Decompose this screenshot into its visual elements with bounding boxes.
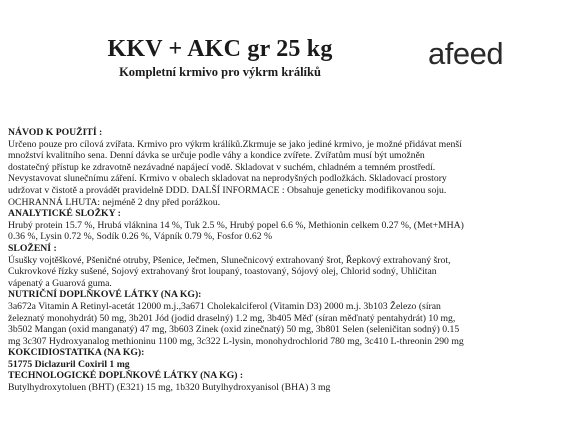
afeed-logo: afeed xyxy=(428,36,504,71)
coccidiostats-line: 51775 Diclazuril Coxiril 1 mg xyxy=(8,358,130,370)
label-content xyxy=(8,127,568,394)
usage-line: dostatečný přístup ke zdravotně nezávadné napájecí vodě. Skladovat v suchém, chladném a temném prostředí. xyxy=(8,161,436,173)
composition-heading: SLOŽENÍ : xyxy=(8,242,57,254)
usage-line: Nevystavovat slunečnímu záření. Krmivo v obalech skladovat na neprodyšných podložkách. Skladovací prostory xyxy=(8,173,447,185)
product-title: KKV + AKC gr 25 kg xyxy=(107,36,333,62)
nutritional-additives-line: 3a672a Vitamin A Retinyl-acetát 12000 m.j.,3a671 Cholekalciferol (Vitamin D3) 2000 m.j. 3b103 Železo (síran xyxy=(8,300,441,312)
nutritional-additives-line: mg 3c307 Hydroxyanalog methioninu 1100 mg, 3c322 L-lysin, monohydrochlorid 780 mg, 3c410 L-threonin 290 mg xyxy=(8,335,464,347)
usage-line: množství kvalitního sena. Denní dávka se určuje podle váhy a kondice zvířete. Zvířatům musí být umožněn xyxy=(8,150,425,162)
composition-line: Cukrovkové řízky sušené, Sojový extrahovaný šrot loupaný, toastovaný, Sójový olej, Chlorid sodný, Uhličitan xyxy=(8,266,437,278)
analytical-line: Hrubý protein 15.7 %, Hrubá vláknina 14 %, Tuk 2.5 %, Hrubý popel 6.6 %, Methionin celkem 0.27 %, (Met+MHA) xyxy=(8,219,464,231)
analytical-heading: ANALYTICKÉ SLOŽKY : xyxy=(8,208,121,220)
usage-line: Určeno pouze pro cílová zvířata. Krmivo pro výkrm králíků.Zkrmuje se jako jediné krmivo, je možné přidávat menší xyxy=(8,138,462,150)
usage-heading: NÁVOD K POUŽITÍ : xyxy=(8,127,103,138)
coccidiostats-heading: KOKCIDIOSTATIKA (NA KG): xyxy=(8,347,145,359)
technological-additives-heading: TECHNOLOGICKÉ DOPLŇKOVÉ LÁTKY (NA KG) : xyxy=(8,370,244,382)
technological-additives-line: Butylhydroxytoluen (BHT) (E321) 15 mg, 1b320 Butylhydroxyanisol (BHA) 3 mg xyxy=(8,382,331,394)
product-subtitle: Kompletní krmivo pro výkrm králíků xyxy=(119,65,321,79)
usage-line: udržovat v čistotě a provádět pravidelně DDD. DALŠÍ INFORMACE : Obsahuje geneticky modifikovanou soju. xyxy=(8,184,447,196)
composition-line: Úsušky vojtěškové, Pšeničné otruby, Pšenice, Ječmen, Slunečnicový extrahovaný šrot, Řepkový extrahovaný šrot, xyxy=(8,254,451,266)
nutritional-additives-line: železnatý monohydrát) 50 mg, 3b201 Jód (jodid draselný) 1.2 mg, 3b405 Měď (síran měďnatý pentahydrát) 10 mg, xyxy=(8,312,456,324)
nutritional-additives-line: 3b502 Mangan (oxid manganatý) 47 mg, 3b603 Zinek (oxid zinečnatý) 50 mg, 3b801 Selen (seleničitan sodný) 0.15 xyxy=(8,324,460,336)
usage-line: OCHRANNÁ LHUTA: nejméně 2 dny před porážkou. xyxy=(8,196,221,208)
nutritional-additives-heading: NUTRIČNÍ DOPLŇKOVÉ LÁTKY (NA KG): xyxy=(8,289,202,301)
composition-line: vápenatý a Guarová guma. xyxy=(8,277,112,289)
analytical-line: 0.36 %, Lysin 0.72 %, Sodík 0.26 %, Vápník 0.79 %, Fosfor 0.62 % xyxy=(8,231,273,243)
